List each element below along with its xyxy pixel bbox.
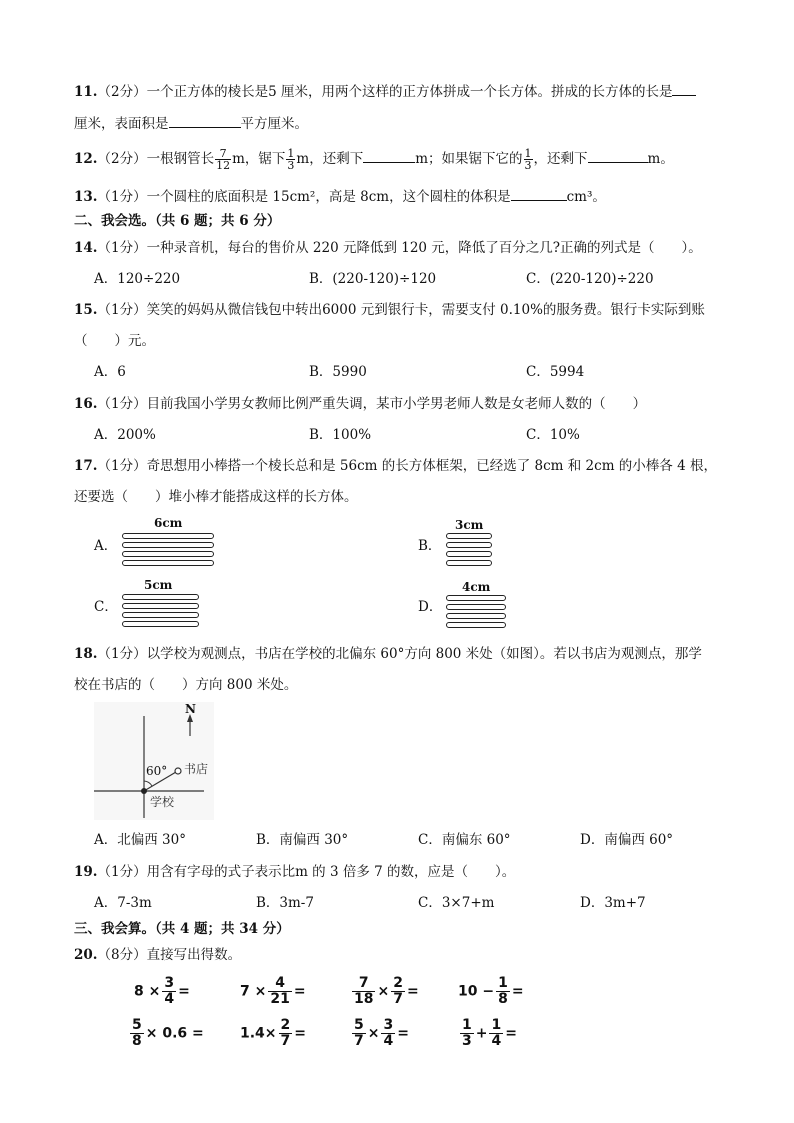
question-text: 直接写出得数。 (146, 947, 242, 963)
option-a[interactable]: A． (94, 538, 118, 554)
option-b[interactable]: B．3m-7 (256, 895, 314, 911)
stick (122, 594, 199, 600)
option-a[interactable]: A．7-3m (94, 895, 152, 911)
stick (122, 551, 214, 557)
question-19: 19.（1分）用含有字母的式子表示比m 的 3 倍多 7 的数，应是（ ）。 (74, 864, 516, 880)
question-11 (74, 82, 696, 101)
stick (122, 612, 199, 618)
direction-figure (94, 702, 214, 820)
question-text: 笑笑的妈妈从微信钱包中转出6000 元到银行卡，需要支付 0.10%的服务费。银行卡实际到账 (146, 302, 705, 318)
question-text: 一根钢管长 (146, 151, 215, 167)
answer-blank[interactable] (169, 114, 241, 128)
fraction: $\frac{1}{3}$ (287, 147, 295, 172)
option-b[interactable]: B．(220-120)÷120 (309, 271, 437, 287)
question-text: 目前我国小学男女教师比例严重失调，某市小学男老师人数是女老师人数的（ ） (146, 396, 647, 412)
question-15: 15.（1分）笑笑的妈妈从微信钱包中转出6000 元到银行卡，需要支付 0.10%的服务费。银行卡实际到账 (74, 302, 705, 318)
option-c[interactable]: C．10% (526, 427, 580, 443)
stick (122, 621, 199, 627)
option-b[interactable]: B．南偏西 30° (256, 832, 349, 848)
calc-item-3: $\frac{7}{18}$ × $\frac{2}{7}$ = (354, 975, 419, 1007)
option-c[interactable]: C．(220-120)÷220 (526, 271, 654, 287)
option-d[interactable]: D． (418, 599, 443, 615)
stick (122, 560, 214, 566)
stick (446, 542, 492, 548)
stick-bundle-d[interactable] (446, 580, 510, 632)
stick (446, 560, 492, 566)
option-a[interactable]: A．6 (94, 364, 126, 380)
bookstore-label: 书店 (184, 762, 209, 776)
question-number: 11. (74, 84, 98, 100)
option-d[interactable]: D．南偏西 60° (580, 832, 674, 848)
calc-item-8: $\frac{1}{3}$ + $\frac{1}{4}$ = (462, 1017, 517, 1049)
question-15-line2: （ ）元。 (74, 333, 155, 349)
option-b[interactable]: B． (418, 538, 442, 554)
stick (446, 613, 506, 619)
question-text: 奇思想用小棒搭一个棱长总和是 56cm 的长方体框架，已经选了 8cm 和 2cm 的小棒各 4 根， (146, 458, 717, 474)
stick-length-label: 5cm (144, 578, 173, 592)
option-a[interactable]: A．120÷220 (94, 271, 181, 287)
calc-item-4: 10 − $\frac{1}{8}$ = (458, 975, 524, 1007)
option-b[interactable]: B．100% (309, 427, 372, 443)
stick (446, 533, 492, 539)
question-18: 18.（1分）以学校为观测点，书店在学校的北偏东 60°方向 800 米处（如图）。若以书店为观测点，那学 (74, 646, 702, 662)
calc-item-1: 8 × $\frac{3}{4}$ = (134, 975, 190, 1007)
stick (122, 533, 214, 539)
calc-item-7: $\frac{5}{7}$ × $\frac{3}{4}$ = (354, 1017, 409, 1049)
question-text: 以学校为观测点，书店在学校的北偏东 60°方向 800 米处（如图）。若以书店为观测点，那学 (146, 646, 702, 662)
stick-length-label: 6cm (154, 516, 183, 530)
question-number: 13. (74, 189, 98, 205)
question-number: 12. (74, 151, 98, 167)
angle-label: 60° (146, 764, 168, 778)
question-score: （2分） (97, 151, 147, 167)
school-label: 学校 (150, 795, 175, 809)
question-score: （2分） (97, 84, 147, 100)
section-heading: 三、我会算。（共 4 题；共 34 分） (74, 921, 290, 937)
calc-item-5: $\frac{5}{8}$ × 0.6 = (132, 1017, 204, 1049)
option-c[interactable]: C．5994 (526, 364, 585, 380)
option-d[interactable]: D．3m+7 (580, 895, 646, 911)
north-label: N (185, 702, 196, 716)
question-17: 17.（1分）奇思想用小棒搭一个棱长总和是 56cm 的长方体框架，已经选了 8cm 和 2cm 的小棒各 4 根， (74, 458, 717, 474)
question-text: 用含有字母的式子表示比m 的 3 倍多 7 的数，应是（ ）。 (146, 864, 516, 880)
stick (446, 551, 492, 557)
stick (446, 622, 506, 628)
question-11-line2 (74, 114, 308, 133)
section-heading: 二、我会选。（共 6 题；共 6 分） (74, 213, 281, 229)
stick (446, 604, 506, 610)
question-text: 一个圆柱的底面积是 15cm²，高是 8cm，这个圆柱的体积是 (146, 189, 511, 205)
stick (122, 542, 214, 548)
answer-blank[interactable] (672, 82, 696, 96)
question-13: 13.（1分）一个圆柱的底面积是 15cm²，高是 8cm，这个圆柱的体积是 cm³。 (74, 189, 606, 205)
fraction: $\frac{1}{3}$ (524, 147, 532, 172)
option-a[interactable]: A．200% (94, 427, 156, 443)
question-16: 16.（1分）目前我国小学男女教师比例严重失调，某市小学男老师人数是女老师人数的（ ） (74, 396, 647, 412)
answer-blank[interactable] (511, 187, 567, 201)
option-c[interactable]: C．南偏东 60° (418, 832, 511, 848)
stick (446, 595, 506, 601)
question-14: 14.（1分）一种录音机，每台的售价从 220 元降低到 120 元，降低了百分之几?正确的列式是（ ）。 (74, 240, 702, 256)
option-b[interactable]: B．5990 (309, 364, 367, 380)
question-20: 20.（8分）直接写出得数。 (74, 947, 242, 963)
option-c[interactable]: C． (94, 599, 118, 615)
stick-bundle-a[interactable] (122, 516, 216, 572)
stick-bundle-b[interactable] (446, 518, 496, 570)
question-text: 厘米，表面积是 (74, 116, 169, 132)
question-text: 一种录音机，每台的售价从 220 元降低到 120 元，降低了百分之几?正确的列式是（ ）。 (146, 240, 702, 256)
stick-bundle-c[interactable] (122, 578, 202, 632)
question-text: 一个正方体的棱长是5 厘米，用两个这样的正方体拼成一个长方体。拼成的长方体的长是 (146, 84, 673, 100)
calc-item-6: 1.4× $\frac{2}{7}$ = (240, 1017, 307, 1049)
question-text: 平方厘米。 (240, 116, 308, 132)
answer-blank[interactable] (588, 149, 648, 163)
stick-length-label: 3cm (455, 518, 484, 532)
option-c[interactable]: C．3×7+m (418, 895, 495, 911)
stick-length-label: 4cm (462, 580, 491, 594)
calc-item-2: 7 × $\frac{4}{21}$ = (240, 975, 306, 1007)
stick (122, 603, 199, 609)
question-12: 12.（2分）一根钢管长 $\frac{7}{12}$ m，锯下 $\frac{1}{3}$ m，还剩下 m；如果锯下它的 $\frac{1}{3}$ ，还剩下 m。 (74, 147, 674, 172)
fraction: $\frac{7}{12}$ (216, 147, 231, 172)
question-17-line2: 还要选（ ）堆小棒才能搭成这样的长方体。 (74, 489, 358, 505)
question-18-line2: 校在书店的（ ）方向 800 米处。 (74, 677, 298, 693)
option-a[interactable]: A．北偏西 30° (94, 832, 186, 848)
question-score: （1分） (97, 189, 147, 205)
answer-blank[interactable] (363, 149, 415, 163)
